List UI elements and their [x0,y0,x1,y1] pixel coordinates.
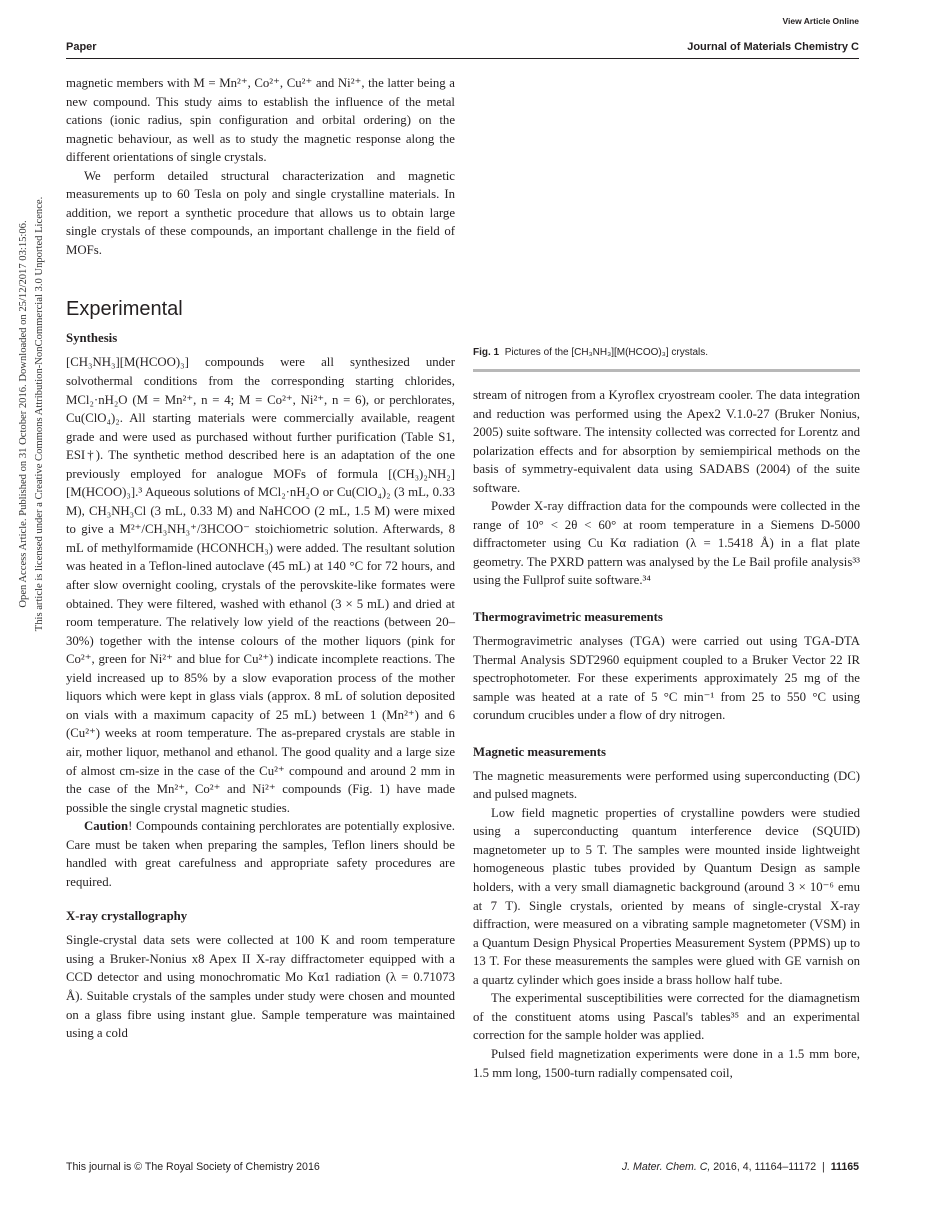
intro-paragraph-1: magnetic members with M = Mn²⁺, Co²⁺, Cu²⁺ and Ni²⁺, the latter being a new compound. This study aims to establish the influence of the metal cations (ionic radius, spin configuration and orbital ordering) on the magnetic behaviour, as well as to study the magnetic response along the different orientations of single crystals. [66,76,455,165]
open-access-notice [16,134,48,694]
left-column [66,74,455,1043]
figure-1-image [473,74,860,340]
heading-xray-crystallography: X-ray crystallography [66,909,188,924]
synthesis-paragraph: [CH₃NH₃][M(HCOO)₃] compounds were all synthesized under solvothermal conditions from the corresponding starting chlorides, MCl₂·nH₂O (M = Mn²⁺, n = 4; M = Co²⁺, Ni²⁺, n = 6), or perchlorates, Cu(ClO₄)₂. All starting materials were commercially available, reagent grade and were used as purchased without further purification (Table S1, ESI†). The synthetic method described here is an adaptation of the one previously employed for analogue MOFs of formula [(CH₃)₂NH₂][M(HCOO)₃].³ Aqueous solutions of MCl₂·nH₂O or Cu(ClO₄)₂ (3 mL, 0.33 M), CH₃NH₃Cl (3 mL, 0.33 M) and NaHCOO (2 mL, 1.5 M) were mixed to give a M²⁺/CH₃NH₃⁺/3HCOO⁻ stoichiometric solution. Afterwards, 8 mL of methylformamide (HCONHCH₃) were added. The resultant solution was heated in a Teflon-lined autoclave (45 mL) at 140 °C for 72 hours, and after slow overnight cooling, crystals of the perovskite-like formates were obtained. They were filtered, washed with ethanol (3 × 5 mL) and dried at room temperature. The relatively low yield of the reactions (between 20–30%) together with the intense colours of the mother liquors (pink for Co²⁺, green for Ni²⁺ and blue for Cu²⁺) indicate incomplete reactions. The yield increased up to 85% by a slow evaporation process of the mother liquors which were kept in glass vials (approx. 8 mL of solution deposited on vials with a maximum capacity of 25 mL) between 1 (Mn²⁺) and 6 (Cu²⁺) weeks at room temperature. The as-prepared crystals are stable in air, mother liquor, methanol and ethanol. The good quality and a large size of almost cm-size in the case of the Cu²⁺ compound and around 2 mm in the case of the Mn²⁺, Co²⁺ and Ni²⁺ compounds (Fig. 1) have made possible the single crystal magnetic studies. [66,355,455,815]
footer-separator: | [822,1161,825,1173]
open-access-notice-line-2[interactable]: This article is licensed under a Creative Commons Attribution-NonCommercial 3.0 Unported Licence. [34,196,45,632]
footer-copyright: This journal is © The Royal Society of Chemistry 2016 [66,1161,320,1173]
right-column [473,386,860,1082]
open-access-notice-line-1: Open Access Article. Published on 31 October 2016. Downloaded on 25/12/2017 03:15:06. [18,220,29,608]
intro-paragraph-2: We perform detailed structural characterization and magnetic measurements up to 60 Tesla on poly and single crystalline materials. In addition, we report a synthetic procedure that allows us to obtain large single crystals of these compounds, an important challenge in the field of MOFs. [66,168,455,257]
tga-paragraph: Thermogravimetric analyses (TGA) were carried out using TGA-DTA Thermal Analysis SDT2960 equipment coupled to a Bruker Vector 22 IR spectrophotometer. For these experiments approximately 25 mg of the sample was heated at a rate of 5 °C min⁻¹ from 25 to 550 °C using corundum crucibles under a flow of dry nitrogen. [473,634,860,723]
xray-paragraph: Single-crystal data sets were collected at 100 K and room temperature using a Bruker-Nonius x8 Apex II X-ray diffractometer equipped with a CCD detector and using monochromatic Mo Kα1 radiation (λ = 0.71073 Å). Suitable crystals of the samples under study were chosen and mounted on a glass fibre using instant glue. Sample temperature was maintained using a cold [66,933,455,1041]
section-title-experimental: Experimental [66,298,183,321]
heading-thermogravimetric: Thermogravimetric measurements [473,610,663,625]
xray-paragraph-continued: stream of nitrogen from a Kyroflex cryostream cooler. The data integration and reduction was performed using the Apex2 V.1.0-27 (Bruker Nonius, 2005) suite software. The intensity collected was corrected for Lorentz and polarization effects and for absorption by semiempirical methods on the basis of symmetry-equivalent data using SADABS (2004) of the suite software. [473,388,860,495]
heading-synthesis: Synthesis [66,331,118,346]
pxrd-paragraph: Powder X-ray diffraction data for the compounds were collected in the range of 10° < 2θ < 60° at room temperature in a Siemens D-5000 diffractometer using Cu Kα radiation (λ = 1.5418 Å) in a flat plate geometry. The PXRD pattern was analysed by the Le Bail profile analysis³³ using the Fullprof suite software.³⁴ [473,499,860,588]
header-divider [66,58,859,59]
footer-citation-journal: J. Mater. Chem. C, [621,1161,711,1173]
figure-1-label: Fig. 1 [473,347,500,358]
running-header-section: Paper [66,41,97,53]
magnetic-paragraph-2: Low field magnetic properties of crystalline powders were studied using a superconducting quantum interference device (SQUID) magnetometer up to 5 T. The samples were mounted inside lightweight homogeneous plastic tubes provided by Quantum Design as sample holders, with a very small diamagnetic background (around 3 × 10⁻⁶ emu at 7 T). Single crystals, oriented by means of single-crystal X-ray diffraction, were measured on a vibrating sample magnetometer (VSM) in a Quantum Design Physical Properties Measurement System (PPMS) up to 13 T. For these measurements the samples were glued with GE varnish on a quartz cylinder which goes inside a brass hollow half tube. [473,805,860,987]
figure-1-caption [473,347,860,358]
caution-paragraph [66,817,455,891]
footer-citation-details: 2016, 4, 11164–11172 [710,1161,817,1173]
figure-1-caption-text: Pictures of the [CH₃NH₃][M(HCOO)₃] crystals. [504,347,709,358]
caution-text: ! Compounds containing perchlorates are potentially explosive. Care must be taken when preparing the samples, Teflon liners should be handled with great carefulness and appropriate safety procedures are required. [66,819,455,889]
heading-magnetic-measurements: Magnetic measurements [473,744,607,759]
figure-1-divider [473,369,860,372]
magnetic-paragraph-1: The magnetic measurements were performed using superconducting (DC) and pulsed magnets. [473,768,860,802]
running-header-journal: Journal of Materials Chemistry C [687,41,859,53]
caution-label: Caution [84,819,129,834]
magnetic-paragraph-4: Pulsed field magnetization experiments were done in a 1.5 mm bore, 1.5 mm long, 1500-turn radially compensated coil, [473,1046,860,1080]
view-article-online-link[interactable]: View Article Online [782,16,859,26]
footer-citation [622,1161,859,1173]
page-number: 11165 [830,1161,859,1173]
magnetic-paragraph-3: The experimental susceptibilities were corrected for the diamagnetism of the constituent atoms using Pascal's tables³⁵ and an experimental correction for the sample holder was applied. [473,991,860,1043]
